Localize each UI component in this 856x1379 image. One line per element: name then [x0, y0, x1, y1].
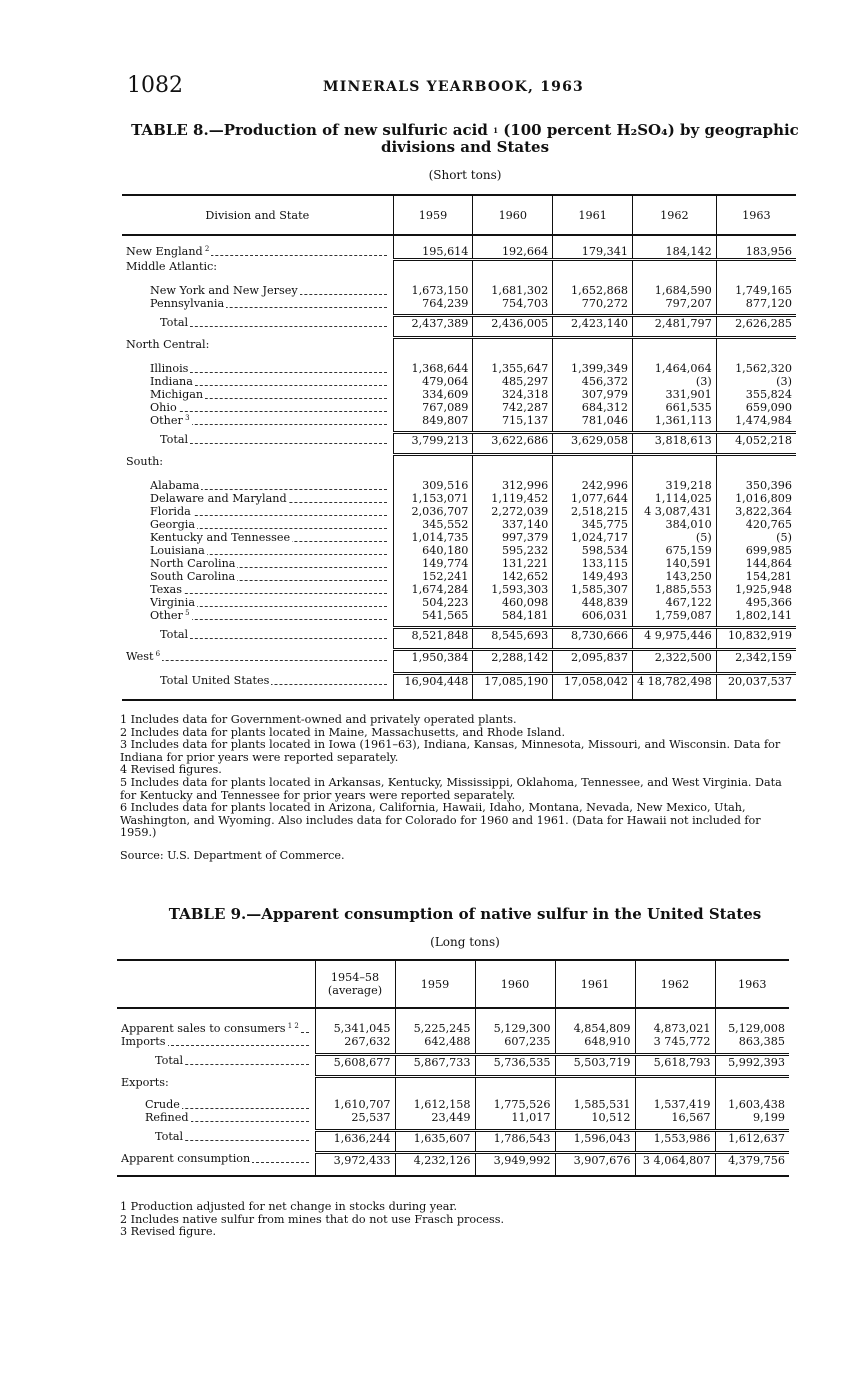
- table-row: [117, 1098, 789, 1111]
- value-cell: 2,036,707: [393, 505, 473, 518]
- row-label: Georgia: [122, 518, 393, 531]
- value-cell: [553, 260, 633, 284]
- value-cell: [716, 260, 796, 284]
- table9-year-header: 1959: [395, 960, 475, 1008]
- table8-year-header: 1962: [632, 195, 716, 235]
- value-cell: 3,622,686: [473, 433, 553, 455]
- value-cell: 1,464,064: [632, 362, 716, 375]
- value-cell: 17,085,190: [473, 674, 553, 700]
- value-cell: 25,537: [315, 1111, 395, 1124]
- value-cell: 355,824: [716, 388, 796, 401]
- value-cell: 309,516: [393, 479, 473, 492]
- table-row: [122, 531, 796, 544]
- value-cell: 1,399,349: [553, 362, 633, 375]
- value-cell: 767,089: [393, 401, 473, 414]
- value-cell: 1,596,043: [555, 1130, 635, 1152]
- section-heading: [122, 260, 796, 284]
- table-row: [122, 544, 796, 557]
- value-cell: [393, 260, 473, 284]
- table-row: [122, 518, 796, 531]
- value-cell: 8,545,693: [473, 628, 553, 650]
- value-cell: 312,996: [473, 479, 553, 492]
- value-cell: 307,979: [553, 388, 633, 401]
- spacer-row: [117, 1008, 789, 1022]
- value-cell: [715, 1076, 789, 1098]
- value-cell: 144,864: [716, 557, 796, 570]
- value-cell: 8,730,666: [553, 628, 633, 650]
- value-cell: [473, 455, 553, 479]
- value-cell: 595,232: [473, 544, 553, 557]
- value-cell: 2,436,005: [473, 316, 553, 338]
- table-row-new-england: [122, 245, 796, 260]
- table8-title-line2: divisions and States: [380, 138, 550, 156]
- value-cell: 183,956: [716, 245, 796, 260]
- value-cell: [393, 455, 473, 479]
- value-cell: 331,901: [632, 388, 716, 401]
- value-cell: 1,474,984: [716, 414, 796, 427]
- value-cell: 877,120: [716, 297, 796, 310]
- value-cell: 1,749,165: [716, 284, 796, 297]
- value-cell: 2,272,039: [473, 505, 553, 518]
- value-cell: 1,802,141: [716, 609, 796, 622]
- table8-title: [120, 122, 810, 156]
- value-cell: (3): [716, 375, 796, 388]
- value-cell: 1,562,320: [716, 362, 796, 375]
- total-row: [117, 1054, 789, 1076]
- value-cell: 1,674,284: [393, 583, 473, 596]
- value-cell: 149,493: [553, 570, 633, 583]
- value-cell: 1,593,303: [473, 583, 553, 596]
- row-label: Total United States: [122, 674, 393, 700]
- table8-title-sup: 1: [493, 126, 498, 135]
- row-label: Michigan: [122, 388, 393, 401]
- total-row: [117, 1130, 789, 1152]
- total-row: [122, 316, 796, 338]
- table8-year-header: 1960: [473, 195, 553, 235]
- value-cell: 2,288,142: [473, 650, 553, 674]
- value-cell: 192,664: [473, 245, 553, 260]
- value-cell: 448,839: [553, 596, 633, 609]
- table9-year-header: 1960: [475, 960, 555, 1008]
- footnote: 2 Includes data for plants located in Maine, Massachusetts, and Rhode Island.: [120, 725, 566, 739]
- row-label: Refined: [117, 1111, 315, 1124]
- value-cell: 754,703: [473, 297, 553, 310]
- value-cell: 337,140: [473, 518, 553, 531]
- table8-title-line1: TABLE 8.—Production of new sulfuric acid: [131, 121, 488, 139]
- value-cell: 420,765: [716, 518, 796, 531]
- value-cell: 4,379,756: [715, 1152, 789, 1176]
- value-cell: 1,014,735: [393, 531, 473, 544]
- table-row: [122, 492, 796, 505]
- value-cell: 1,537,419: [635, 1098, 715, 1111]
- value-cell: [632, 455, 716, 479]
- table-row: [122, 284, 796, 297]
- value-cell: 5,129,300: [475, 1022, 555, 1035]
- value-cell: 149,774: [393, 557, 473, 570]
- value-cell: 4,232,126: [395, 1152, 475, 1176]
- table8-header-label: Division and State: [122, 195, 393, 235]
- value-cell: 1,077,644: [553, 492, 633, 505]
- value-cell: 5,867,733: [395, 1054, 475, 1076]
- value-cell: 863,385: [715, 1035, 789, 1048]
- row-label: Indiana: [122, 375, 393, 388]
- total-row: [122, 433, 796, 455]
- row-label: Pennsylvania: [122, 297, 393, 310]
- value-cell: 1,114,025: [632, 492, 716, 505]
- value-cell: 770,272: [553, 297, 633, 310]
- row-label: Total: [117, 1130, 315, 1152]
- value-cell: 642,488: [395, 1035, 475, 1048]
- row-label: Total: [122, 316, 393, 338]
- value-cell: [475, 1076, 555, 1098]
- value-cell: 504,223: [393, 596, 473, 609]
- value-cell: 2,437,389: [393, 316, 473, 338]
- value-cell: [716, 455, 796, 479]
- value-cell: 1,673,150: [393, 284, 473, 297]
- row-label: Delaware and Maryland: [122, 492, 393, 505]
- value-cell: 154,281: [716, 570, 796, 583]
- value-cell: 4,854,809: [555, 1022, 635, 1035]
- value-cell: 1,153,071: [393, 492, 473, 505]
- row-label: North Central:: [126, 337, 210, 351]
- value-cell: 1,612,158: [395, 1098, 475, 1111]
- value-cell: 10,512: [555, 1111, 635, 1124]
- value-cell: 1,553,986: [635, 1130, 715, 1152]
- value-cell: [716, 338, 796, 362]
- value-cell: [553, 455, 633, 479]
- value-cell: 131,221: [473, 557, 553, 570]
- value-cell: 485,297: [473, 375, 553, 388]
- table-row: [122, 557, 796, 570]
- spacer-row: [122, 235, 796, 245]
- value-cell: 9,199: [715, 1111, 789, 1124]
- value-cell: 2,095,837: [553, 650, 633, 674]
- table-row-west: [122, 650, 796, 674]
- row-label: Imports: [117, 1035, 315, 1048]
- value-cell: 3,799,213: [393, 433, 473, 455]
- value-cell: [473, 260, 553, 284]
- row-label: Total: [122, 628, 393, 650]
- value-cell: 143,250: [632, 570, 716, 583]
- value-cell: 334,609: [393, 388, 473, 401]
- value-cell: 2,322,500: [632, 650, 716, 674]
- value-cell: 5,736,535: [475, 1054, 555, 1076]
- footnote: 2 Includes native sulfur from mines that do not use Frasch process.: [120, 1212, 505, 1226]
- value-cell: 1,786,543: [475, 1130, 555, 1152]
- table-row: [117, 1022, 789, 1035]
- value-cell: 3,972,433: [315, 1152, 395, 1176]
- row-label: Alabama: [122, 479, 393, 492]
- value-cell: (3): [632, 375, 716, 388]
- value-cell: 797,207: [632, 297, 716, 310]
- row-label: Illinois: [122, 362, 393, 375]
- value-cell: 142,652: [473, 570, 553, 583]
- value-cell: 345,775: [553, 518, 633, 531]
- value-cell: 5,503,719: [555, 1054, 635, 1076]
- value-cell: 2,481,797: [632, 316, 716, 338]
- footnote: 1 Includes data for Government-owned and privately operated plants.: [120, 713, 517, 726]
- value-cell: 1,636,244: [315, 1130, 395, 1152]
- value-cell: 11,017: [475, 1111, 555, 1124]
- value-cell: 2,626,285: [716, 316, 796, 338]
- value-cell: 764,239: [393, 297, 473, 310]
- footnote: 5 Includes data for plants located in Arkansas, Kentucky, Mississippi, Oklahoma, Tennessee, and West Virginia. Data for Kentucky and Tennessee for prior years were reported separately.: [120, 775, 782, 802]
- table-row: [122, 362, 796, 375]
- value-cell: 3,949,992: [475, 1152, 555, 1176]
- row-label: Exports:: [121, 1076, 169, 1089]
- table-row: [122, 479, 796, 492]
- section-heading: [117, 1076, 789, 1098]
- row-label: Ohio: [122, 401, 393, 414]
- table-row: [122, 297, 796, 310]
- value-cell: 5,992,393: [715, 1054, 789, 1076]
- footnote: 3 Revised figure.: [120, 1225, 217, 1239]
- value-cell: 1,016,809: [716, 492, 796, 505]
- value-cell: 684,312: [553, 401, 633, 414]
- value-cell: 4,873,021: [635, 1022, 715, 1035]
- value-cell: 495,366: [716, 596, 796, 609]
- value-cell: 242,996: [553, 479, 633, 492]
- value-cell: 140,591: [632, 557, 716, 570]
- value-cell: 1,610,707: [315, 1098, 395, 1111]
- value-cell: 2,518,215: [553, 505, 633, 518]
- value-cell: 5,618,793: [635, 1054, 715, 1076]
- table-row: [122, 596, 796, 609]
- value-cell: 1,585,307: [553, 583, 633, 596]
- table8: [122, 194, 796, 701]
- value-cell: 3,822,364: [716, 505, 796, 518]
- value-cell: 324,318: [473, 388, 553, 401]
- running-title: MINERALS YEARBOOK, 1963: [323, 79, 584, 95]
- value-cell: 607,235: [475, 1035, 555, 1048]
- value-cell: 17,058,042: [553, 674, 633, 700]
- value-cell: 152,241: [393, 570, 473, 583]
- row-label: North Carolina: [122, 557, 393, 570]
- value-cell: 1,950,384: [393, 650, 473, 674]
- value-cell: 179,341: [553, 245, 633, 260]
- table-row: [122, 505, 796, 518]
- table-row: [117, 1111, 789, 1124]
- value-cell: 606,031: [553, 609, 633, 622]
- value-cell: 195,614: [393, 245, 473, 260]
- value-cell: 5,341,045: [315, 1022, 395, 1035]
- value-cell: 640,180: [393, 544, 473, 557]
- table-row: [122, 414, 796, 427]
- value-cell: 16,567: [635, 1111, 715, 1124]
- row-label: Middle Atlantic:: [126, 259, 218, 273]
- value-cell: 384,010: [632, 518, 716, 531]
- table8-footnotes: [120, 714, 796, 863]
- row-label: Louisiana: [122, 544, 393, 557]
- value-cell: 3,818,613: [632, 433, 716, 455]
- value-cell: 4 18,782,498: [632, 674, 716, 700]
- table-row: [122, 375, 796, 388]
- value-cell: 997,379: [473, 531, 553, 544]
- row-label: Virginia: [122, 596, 393, 609]
- value-cell: 1,885,553: [632, 583, 716, 596]
- value-cell: [393, 338, 473, 362]
- row-label: Kentucky and Tennessee: [122, 531, 393, 544]
- footnote: 1 Production adjusted for net change in stocks during year.: [120, 1200, 458, 1213]
- row-label: Total: [117, 1054, 315, 1076]
- table9-footnotes: [120, 1201, 796, 1239]
- table-row: [122, 570, 796, 583]
- table9-year-header: 1954–58 (average): [315, 960, 395, 1008]
- row-label: New York and New Jersey: [122, 284, 393, 297]
- value-cell: 1,585,531: [555, 1098, 635, 1111]
- table9: [117, 959, 789, 1177]
- table-row: [122, 583, 796, 596]
- value-cell: [632, 338, 716, 362]
- value-cell: 8,521,848: [393, 628, 473, 650]
- value-cell: 5,129,008: [715, 1022, 789, 1035]
- value-cell: [315, 1076, 395, 1098]
- value-cell: 1,775,526: [475, 1098, 555, 1111]
- value-cell: 1,681,302: [473, 284, 553, 297]
- value-cell: [635, 1076, 715, 1098]
- value-cell: 10,832,919: [716, 628, 796, 650]
- value-cell: 345,552: [393, 518, 473, 531]
- row-label: West $^6$: [122, 650, 393, 674]
- row-label: Apparent sales to consumers $^{1 2}$: [117, 1022, 315, 1035]
- value-cell: 1,119,452: [473, 492, 553, 505]
- value-cell: 4 3,087,431: [632, 505, 716, 518]
- total-united-states-row: [122, 674, 796, 700]
- value-cell: 1,635,607: [395, 1130, 475, 1152]
- value-cell: 3,629,058: [553, 433, 633, 455]
- table9-unit: (Long tons): [430, 935, 500, 949]
- table9-year-header: 1963: [715, 960, 789, 1008]
- table9-year-header: 1962: [635, 960, 715, 1008]
- table9-header-blank: [117, 960, 315, 1008]
- row-label: Apparent consumption: [117, 1152, 315, 1176]
- value-cell: 3 4,064,807: [635, 1152, 715, 1176]
- value-cell: (5): [716, 531, 796, 544]
- value-cell: 4 9,975,446: [632, 628, 716, 650]
- value-cell: 350,396: [716, 479, 796, 492]
- footnote: 3 Includes data for plants located in Iowa (1961–63), Indiana, Kansas, Minnesota, Missouri, and Wisconsin. Data for Indiana for prior years were reported separately.: [120, 738, 781, 764]
- value-cell: 479,064: [393, 375, 473, 388]
- footnote: 6 Includes data for plants located in Arizona, California, Hawaii, Idaho, Montana, Nevada, New Mexico, Utah, Washington, and Wyoming. Also includes data for Colorado for 1960 and 1961. (Data for Hawaii not included for 1959.): [120, 801, 761, 840]
- row-label: South:: [126, 454, 164, 468]
- table8-year-header: 1959: [393, 195, 473, 235]
- row-label: South Carolina: [122, 570, 393, 583]
- footnote: 4 Revised figures.: [120, 763, 222, 777]
- row-label: Crude: [117, 1098, 315, 1111]
- value-cell: 675,159: [632, 544, 716, 557]
- value-cell: 2,423,140: [553, 316, 633, 338]
- value-cell: [473, 338, 553, 362]
- value-cell: 598,534: [553, 544, 633, 557]
- value-cell: 648,910: [555, 1035, 635, 1048]
- value-cell: 659,090: [716, 401, 796, 414]
- value-cell: 584,181: [473, 609, 553, 622]
- row-label: Other $^5$: [122, 609, 393, 622]
- value-cell: 1,684,590: [632, 284, 716, 297]
- value-cell: 715,137: [473, 414, 553, 427]
- value-cell: 849,807: [393, 414, 473, 427]
- value-cell: 467,122: [632, 596, 716, 609]
- value-cell: 3,907,676: [555, 1152, 635, 1176]
- value-cell: 661,535: [632, 401, 716, 414]
- table-row: [122, 401, 796, 414]
- row-label: New England $^2$: [122, 245, 393, 260]
- value-cell: 1,612,637: [715, 1130, 789, 1152]
- table8-year-header: 1963: [716, 195, 796, 235]
- value-cell: 1,355,647: [473, 362, 553, 375]
- value-cell: 1,361,113: [632, 414, 716, 427]
- value-cell: 1,024,717: [553, 531, 633, 544]
- value-cell: 1,759,087: [632, 609, 716, 622]
- source-note: Source: U.S. Department of Commerce.: [120, 848, 345, 862]
- value-cell: 4,052,218: [716, 433, 796, 455]
- table8-year-header: 1961: [553, 195, 633, 235]
- value-cell: 23,449: [395, 1111, 475, 1124]
- value-cell: 184,142: [632, 245, 716, 260]
- value-cell: 1,925,948: [716, 583, 796, 596]
- value-cell: (5): [632, 531, 716, 544]
- table8-title-line1b: (100 percent H₂SO₄) by geographic: [503, 121, 799, 139]
- value-cell: 3 745,772: [635, 1035, 715, 1048]
- section-heading: [122, 338, 796, 362]
- value-cell: 541,565: [393, 609, 473, 622]
- row-label: Florida: [122, 505, 393, 518]
- table9-title: TABLE 9.—Apparent consumption of native sulfur in the United States: [168, 905, 762, 923]
- value-cell: 742,287: [473, 401, 553, 414]
- table9-year-header: 1961: [555, 960, 635, 1008]
- value-cell: 1,368,644: [393, 362, 473, 375]
- table8-unit: (Short tons): [428, 168, 502, 182]
- table-row: [122, 609, 796, 622]
- value-cell: 1,652,868: [553, 284, 633, 297]
- value-cell: 456,372: [553, 375, 633, 388]
- value-cell: 319,218: [632, 479, 716, 492]
- value-cell: 133,115: [553, 557, 633, 570]
- value-cell: 781,046: [553, 414, 633, 427]
- total-row: [122, 628, 796, 650]
- value-cell: 1,603,438: [715, 1098, 789, 1111]
- table-row: [122, 388, 796, 401]
- value-cell: 460,098: [473, 596, 553, 609]
- value-cell: [555, 1076, 635, 1098]
- value-cell: [553, 338, 633, 362]
- value-cell: 699,985: [716, 544, 796, 557]
- row-label: Texas: [122, 583, 393, 596]
- page-number: 1082: [127, 73, 183, 98]
- value-cell: 2,342,159: [716, 650, 796, 674]
- value-cell: 16,904,448: [393, 674, 473, 700]
- value-cell: 20,037,537: [716, 674, 796, 700]
- row-label: Total: [122, 433, 393, 455]
- value-cell: [632, 260, 716, 284]
- value-cell: 5,608,677: [315, 1054, 395, 1076]
- section-heading: [122, 455, 796, 479]
- value-cell: 5,225,245: [395, 1022, 475, 1035]
- apparent-consumption-row: [117, 1152, 789, 1176]
- table-row: [117, 1035, 789, 1048]
- value-cell: 267,632: [315, 1035, 395, 1048]
- row-label: Other $^3$: [122, 414, 393, 427]
- value-cell: [395, 1076, 475, 1098]
